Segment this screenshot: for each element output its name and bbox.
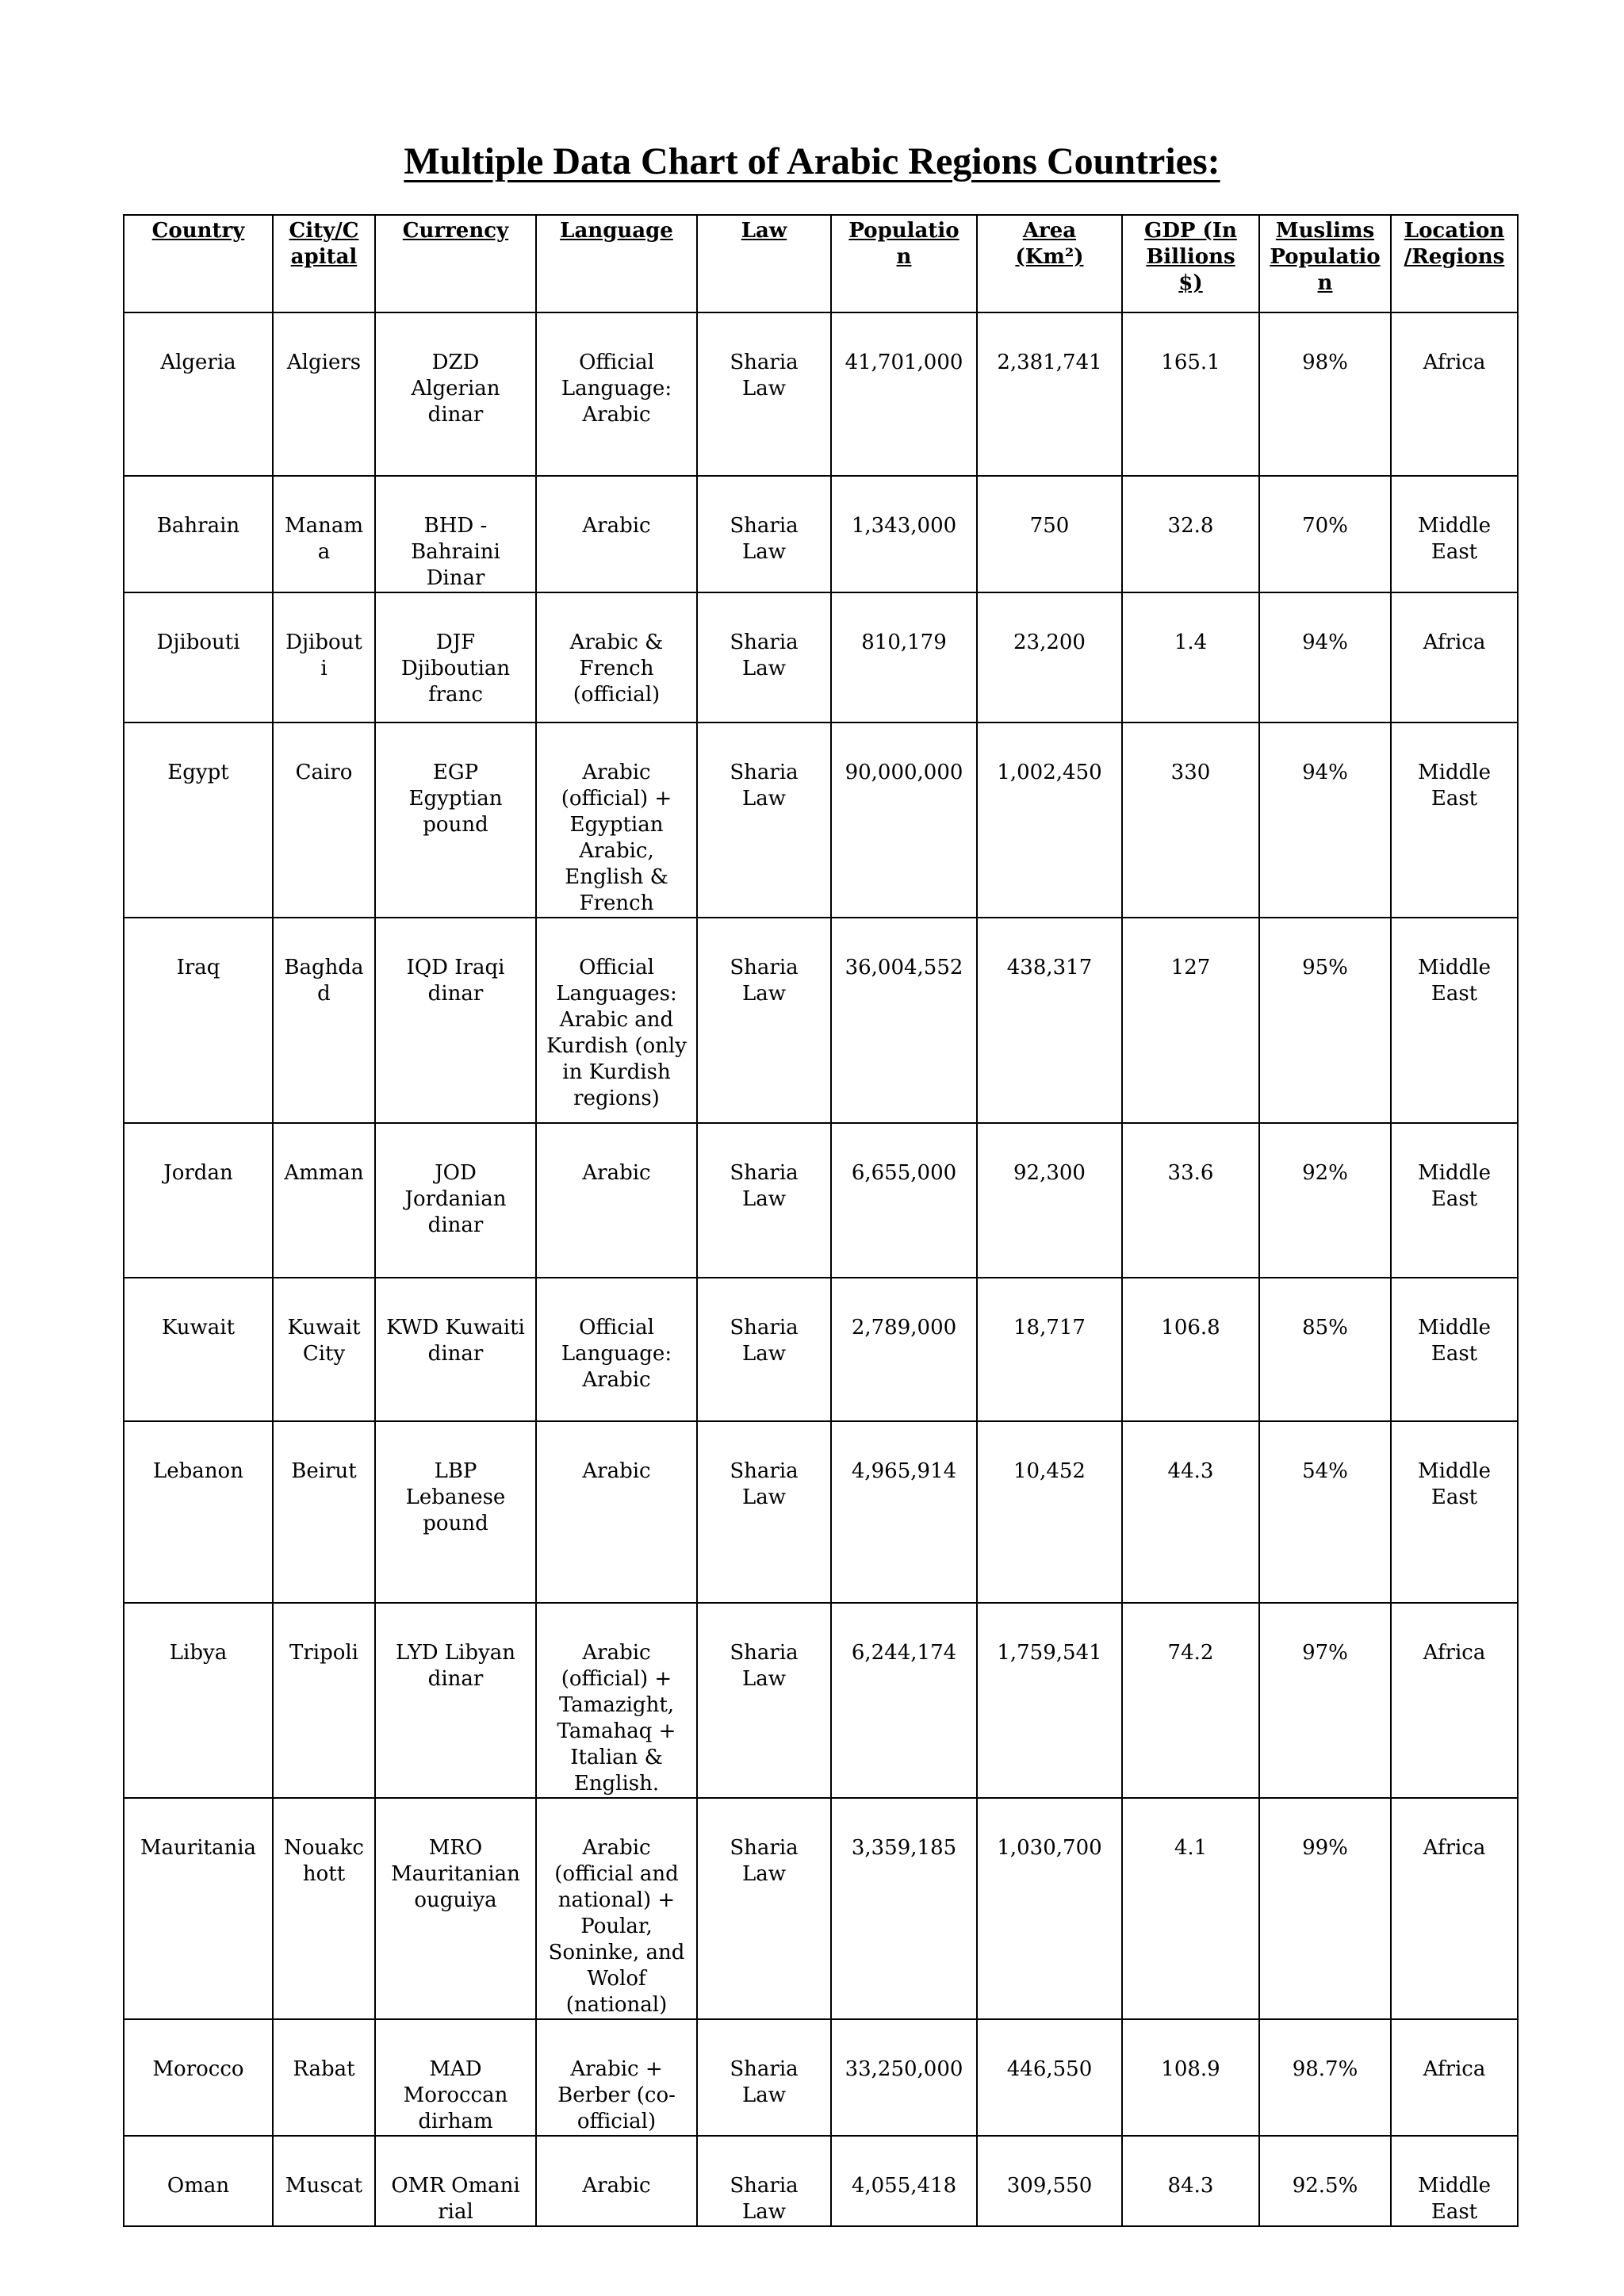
capital-value: Beirut: [291, 1459, 357, 1483]
cell-region: [1391, 1603, 1518, 1798]
cell-gdp: [1122, 1123, 1259, 1278]
cell-area: [977, 918, 1122, 1123]
law-value: Sharia Law: [730, 2057, 799, 2107]
language-value: Arabic: [582, 1161, 651, 1185]
cell-law: [697, 476, 831, 592]
area-value: 750: [1029, 514, 1070, 538]
cell-country: [124, 2019, 273, 2136]
cell-muslims: [1259, 312, 1391, 476]
region-value: Middle East: [1418, 2174, 1491, 2224]
cell-gdp: [1122, 918, 1259, 1123]
gdp-value: 32.8: [1167, 514, 1214, 538]
area-value: 1,759,541: [997, 1641, 1102, 1665]
header-capital: City/Capital: [273, 215, 375, 312]
cell-capital: [273, 592, 375, 723]
cell-muslims: [1259, 1603, 1391, 1798]
cell-capital: [273, 723, 375, 918]
header-muslims: Muslims Population: [1259, 215, 1391, 312]
law-value: Sharia Law: [730, 351, 799, 401]
cell-language: [536, 592, 697, 723]
cell-currency: [375, 312, 536, 476]
region-value: Middle East: [1418, 1161, 1491, 1211]
area-value: 10,452: [1013, 1459, 1086, 1483]
cell-language: [536, 476, 697, 592]
cell-area: [977, 1603, 1122, 1798]
cell-capital: [273, 312, 375, 476]
currency-value: BHD - Bahraini Dinar: [411, 514, 500, 590]
cell-gdp: [1122, 2019, 1259, 2136]
table-row: [124, 1123, 1518, 1278]
cell-area: [977, 723, 1122, 918]
language-value: Official Language: Arabic: [561, 1316, 672, 1392]
cell-currency: [375, 1421, 536, 1603]
population-value: 2,789,000: [851, 1316, 957, 1340]
capital-value: Algiers: [286, 351, 362, 374]
cell-region: [1391, 476, 1518, 592]
cell-currency: [375, 723, 536, 918]
cell-muslims: [1259, 1798, 1391, 2019]
language-value: Official Languages: Arabic and Kurdish (only in Kurdish regions): [546, 956, 687, 1110]
currency-value: LYD Libyan dinar: [395, 1641, 516, 1691]
cell-region: [1391, 2136, 1518, 2226]
cell-gdp: [1122, 592, 1259, 723]
currency-value: EGP Egyptian pound: [408, 761, 503, 837]
cell-law: [697, 723, 831, 918]
cell-country: [124, 1278, 273, 1421]
cell-area: [977, 2019, 1122, 2136]
language-value: Arabic (official and national) + Poular, Soninke, and Wolof (national): [548, 1836, 685, 2017]
law-value: Sharia Law: [730, 956, 799, 1006]
cell-language: [536, 1603, 697, 1798]
country-value: Kuwait: [161, 1316, 236, 1340]
cell-region: [1391, 723, 1518, 918]
region-value: Africa: [1423, 1836, 1486, 1860]
header-language: Language: [536, 215, 697, 312]
cell-gdp: [1122, 2136, 1259, 2226]
region-value: Africa: [1423, 631, 1486, 654]
currency-value: LBP Lebanese pound: [405, 1459, 506, 1535]
capital-value: Kuwait City: [287, 1316, 361, 1366]
cell-capital: [273, 1603, 375, 1798]
cell-gdp: [1122, 1603, 1259, 1798]
cell-region: [1391, 1123, 1518, 1278]
country-value: Jordan: [163, 1161, 233, 1185]
area-value: 23,200: [1013, 631, 1086, 654]
cell-language: [536, 2136, 697, 2226]
currency-value: DZD Algerian dinar: [411, 351, 500, 427]
cell-region: [1391, 312, 1518, 476]
area-value: 1,030,700: [997, 1836, 1102, 1860]
region-value: Africa: [1423, 1641, 1486, 1665]
cell-region: [1391, 918, 1518, 1123]
population-value: 6,655,000: [851, 1161, 957, 1185]
gdp-value: 1.4: [1174, 631, 1208, 654]
area-value: 1,002,450: [997, 761, 1102, 784]
country-data-table: [123, 214, 1519, 2227]
law-value: Sharia Law: [730, 1161, 799, 1211]
cell-gdp: [1122, 1278, 1259, 1421]
cell-language: [536, 1798, 697, 2019]
region-value: Middle East: [1418, 1316, 1491, 1366]
cell-currency: [375, 2019, 536, 2136]
cell-population: [831, 476, 977, 592]
cell-country: [124, 312, 273, 476]
header-currency: Currency: [375, 215, 536, 312]
header-gdp: GDP (In Billions $): [1122, 215, 1259, 312]
law-value: Sharia Law: [730, 631, 799, 680]
cell-region: [1391, 1798, 1518, 2019]
muslims-value: 92.5%: [1292, 2174, 1358, 2198]
population-value: 90,000,000: [845, 761, 963, 784]
gdp-value: 330: [1170, 761, 1211, 784]
capital-value: Baghdad: [284, 956, 364, 1006]
cell-country: [124, 592, 273, 723]
cell-region: [1391, 592, 1518, 723]
cell-area: [977, 1421, 1122, 1603]
muslims-value: 54%: [1302, 1459, 1348, 1483]
cell-country: [124, 918, 273, 1123]
cell-language: [536, 2019, 697, 2136]
cell-population: [831, 1278, 977, 1421]
cell-law: [697, 1603, 831, 1798]
cell-currency: [375, 1603, 536, 1798]
population-value: 41,701,000: [845, 351, 963, 374]
cell-population: [831, 918, 977, 1123]
table-row: [124, 312, 1518, 476]
header-population: Population: [831, 215, 977, 312]
country-value: Morocco: [152, 2057, 244, 2081]
region-value: Middle East: [1418, 761, 1491, 811]
cell-law: [697, 2136, 831, 2226]
language-value: Arabic: [582, 514, 651, 538]
region-value: Middle East: [1418, 1459, 1491, 1509]
currency-value: DJF Djiboutian franc: [400, 631, 511, 707]
law-value: Sharia Law: [730, 514, 799, 564]
header-region: Location /Regions: [1391, 215, 1518, 312]
population-value: 810,179: [861, 631, 947, 654]
capital-value: Rabat: [293, 2057, 355, 2081]
cell-language: [536, 1278, 697, 1421]
muslims-value: 70%: [1302, 514, 1348, 538]
table-row: [124, 1421, 1518, 1603]
population-value: 6,244,174: [851, 1641, 957, 1665]
gdp-value: 74.2: [1167, 1641, 1214, 1665]
cell-country: [124, 1798, 273, 2019]
cell-capital: [273, 2136, 375, 2226]
cell-area: [977, 476, 1122, 592]
capital-value: Cairo: [295, 761, 353, 784]
gdp-value: 33.6: [1167, 1161, 1214, 1185]
table-row: [124, 476, 1518, 592]
cell-country: [124, 1123, 273, 1278]
cell-currency: [375, 1278, 536, 1421]
cell-muslims: [1259, 592, 1391, 723]
muslims-value: 98%: [1302, 351, 1348, 374]
cell-law: [697, 1798, 831, 2019]
table-row: [124, 2019, 1518, 2136]
table-row: [124, 1278, 1518, 1421]
law-value: Sharia Law: [730, 1836, 799, 1886]
cell-population: [831, 1123, 977, 1278]
cell-language: [536, 1123, 697, 1278]
table-row: [124, 592, 1518, 723]
gdp-value: 127: [1170, 956, 1211, 979]
population-value: 4,965,914: [851, 1459, 957, 1483]
cell-law: [697, 312, 831, 476]
law-value: Sharia Law: [730, 1316, 799, 1366]
law-value: Sharia Law: [730, 761, 799, 811]
cell-gdp: [1122, 723, 1259, 918]
cell-muslims: [1259, 918, 1391, 1123]
country-value: Libya: [169, 1641, 228, 1665]
cell-country: [124, 476, 273, 592]
currency-value: MAD Moroccan dirham: [403, 2057, 508, 2133]
cell-gdp: [1122, 1421, 1259, 1603]
muslims-value: 97%: [1302, 1641, 1348, 1665]
cell-language: [536, 312, 697, 476]
region-value: Middle East: [1418, 514, 1491, 564]
cell-country: [124, 723, 273, 918]
gdp-value: 108.9: [1161, 2057, 1220, 2081]
area-value: 18,717: [1013, 1316, 1086, 1340]
currency-value: KWD Kuwaiti dinar: [386, 1316, 525, 1366]
cell-population: [831, 1798, 977, 2019]
cell-gdp: [1122, 312, 1259, 476]
cell-area: [977, 312, 1122, 476]
cell-population: [831, 312, 977, 476]
language-value: Arabic (official) + Tamazight, Tamahaq + Italian & English.: [557, 1641, 676, 1796]
muslims-value: 98.7%: [1292, 2057, 1358, 2081]
gdp-value: 84.3: [1167, 2174, 1214, 2198]
cell-region: [1391, 2019, 1518, 2136]
cell-law: [697, 1278, 831, 1421]
cell-muslims: [1259, 1278, 1391, 1421]
cell-region: [1391, 1421, 1518, 1603]
currency-value: OMR Omani rial: [391, 2174, 520, 2224]
muslims-value: 92%: [1302, 1161, 1348, 1185]
cell-capital: [273, 918, 375, 1123]
muslims-value: 99%: [1302, 1836, 1348, 1860]
cell-law: [697, 592, 831, 723]
law-value: Sharia Law: [730, 1641, 799, 1691]
area-value: 2,381,741: [997, 351, 1102, 374]
header-area: Area (Km²): [977, 215, 1122, 312]
cell-gdp: [1122, 1798, 1259, 2019]
currency-value: JOD Jordanian dinar: [404, 1161, 507, 1237]
cell-area: [977, 1278, 1122, 1421]
capital-value: Tripoli: [289, 1641, 358, 1665]
cell-population: [831, 1421, 977, 1603]
gdp-value: 4.1: [1174, 1836, 1208, 1860]
muslims-value: 95%: [1302, 956, 1348, 979]
cell-muslims: [1259, 2019, 1391, 2136]
cell-muslims: [1259, 1123, 1391, 1278]
page-title: Multiple Data Chart of Arabic Regions Countries:: [404, 140, 1220, 182]
header-country: Country: [124, 215, 273, 312]
cell-currency: [375, 918, 536, 1123]
cell-law: [697, 2019, 831, 2136]
language-value: Arabic & French (official): [569, 631, 664, 707]
cell-population: [831, 2019, 977, 2136]
cell-gdp: [1122, 476, 1259, 592]
language-value: Arabic: [582, 2174, 651, 2198]
cell-currency: [375, 1798, 536, 2019]
capital-value: Muscat: [285, 2174, 363, 2198]
gdp-value: 44.3: [1167, 1459, 1214, 1483]
table-row: [124, 2136, 1518, 2226]
law-value: Sharia Law: [730, 1459, 799, 1509]
table-body: [124, 312, 1518, 2226]
cell-capital: [273, 1798, 375, 2019]
cell-currency: [375, 1123, 536, 1278]
language-value: Official Language: Arabic: [561, 351, 672, 427]
country-value: Oman: [167, 2174, 230, 2198]
cell-area: [977, 1123, 1122, 1278]
cell-law: [697, 1421, 831, 1603]
table-row: [124, 918, 1518, 1123]
population-value: 4,055,418: [851, 2174, 957, 2198]
cell-country: [124, 2136, 273, 2226]
currency-value: IQD Iraqi dinar: [406, 956, 505, 1006]
capital-value: Manama: [284, 514, 364, 564]
cell-language: [536, 1421, 697, 1603]
cell-population: [831, 2136, 977, 2226]
cell-capital: [273, 1421, 375, 1603]
cell-population: [831, 592, 977, 723]
cell-area: [977, 592, 1122, 723]
capital-value: Djibouti: [285, 631, 362, 680]
cell-law: [697, 918, 831, 1123]
table-row: [124, 1798, 1518, 2019]
country-value: Egypt: [167, 761, 229, 784]
table-row: [124, 1603, 1518, 1798]
header-law: Law: [697, 215, 831, 312]
region-value: Africa: [1423, 351, 1486, 374]
region-value: Africa: [1423, 2057, 1486, 2081]
area-value: 438,317: [1006, 956, 1093, 979]
cell-population: [831, 723, 977, 918]
cell-capital: [273, 1123, 375, 1278]
table-row: [124, 723, 1518, 918]
cell-muslims: [1259, 476, 1391, 592]
population-value: 36,004,552: [845, 956, 963, 979]
language-value: Arabic: [582, 1459, 651, 1483]
cell-capital: [273, 2019, 375, 2136]
currency-value: MRO Mauritanian ouguiya: [391, 1836, 520, 1912]
area-value: 446,550: [1006, 2057, 1093, 2081]
country-value: Algeria: [160, 351, 236, 374]
language-value: Arabic (official) + Egyptian Arabic, English & French: [561, 761, 672, 915]
capital-value: Amman: [284, 1161, 364, 1185]
cell-capital: [273, 1278, 375, 1421]
area-value: 309,550: [1006, 2174, 1093, 2198]
country-value: Djibouti: [156, 631, 240, 654]
cell-region: [1391, 1278, 1518, 1421]
cell-language: [536, 723, 697, 918]
language-value: Arabic + Berber (co-official): [557, 2057, 676, 2133]
population-value: 3,359,185: [851, 1836, 957, 1860]
cell-area: [977, 2136, 1122, 2226]
gdp-value: 165.1: [1161, 351, 1220, 374]
cell-law: [697, 1123, 831, 1278]
cell-muslims: [1259, 723, 1391, 918]
population-value: 33,250,000: [845, 2057, 963, 2081]
region-value: Middle East: [1418, 956, 1491, 1006]
cell-country: [124, 1421, 273, 1603]
muslims-value: 94%: [1302, 761, 1348, 784]
muslims-value: 85%: [1302, 1316, 1348, 1340]
gdp-value: 106.8: [1161, 1316, 1220, 1340]
muslims-value: 94%: [1302, 631, 1348, 654]
cell-area: [977, 1798, 1122, 2019]
cell-muslims: [1259, 2136, 1391, 2226]
cell-currency: [375, 2136, 536, 2226]
country-value: Bahrain: [156, 514, 240, 538]
cell-capital: [273, 476, 375, 592]
header-row: [124, 215, 1518, 312]
cell-currency: [375, 592, 536, 723]
capital-value: Nouakchott: [284, 1836, 364, 1886]
cell-language: [536, 918, 697, 1123]
country-value: Mauritania: [140, 1836, 257, 1860]
cell-muslims: [1259, 1421, 1391, 1603]
country-value: Lebanon: [153, 1459, 243, 1483]
cell-currency: [375, 476, 536, 592]
law-value: Sharia Law: [730, 2174, 799, 2224]
cell-country: [124, 1603, 273, 1798]
population-value: 1,343,000: [851, 514, 957, 538]
cell-population: [831, 1603, 977, 1798]
area-value: 92,300: [1013, 1161, 1086, 1185]
country-value: Iraq: [176, 956, 220, 979]
